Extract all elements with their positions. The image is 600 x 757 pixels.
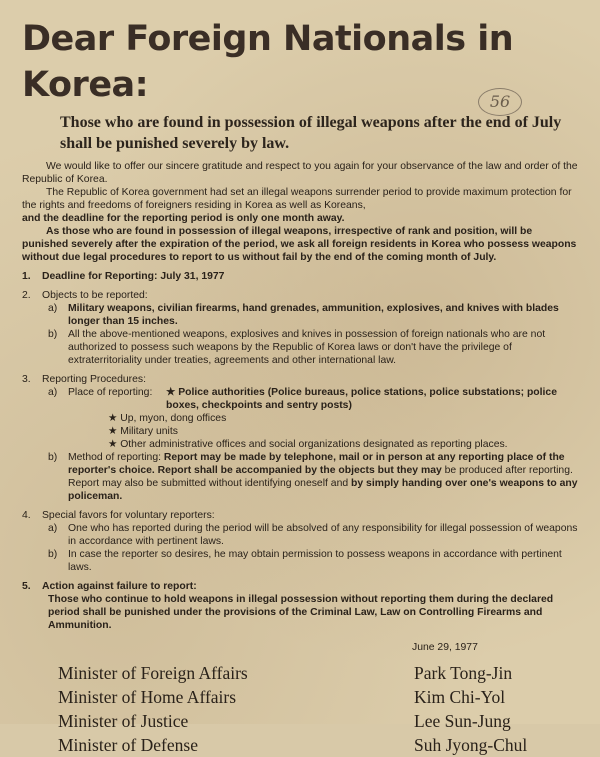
item-label: b) [48,549,58,560]
place-offices: ★ Up, myon, dong offices [108,413,227,424]
item-label: a) [48,303,58,314]
item-text: Military weapons, civilian firearms, hand grenades, ammunition, explosives, and knives with blades longer than 15 inches. [68,303,559,327]
item-text: One who has reported during the period will be absolved of any responsibility for illegal possession of weapons in accordance with pertinent laws. [68,523,578,547]
section-title: Reporting Procedures: [42,374,146,385]
signatory-name: Kim Chi-Yol [414,687,506,707]
headline: Dear Foreign Nationals in Korea: [22,19,514,105]
section-title: Objects to be reported: [42,290,148,301]
signatory-name: Lee Sun-Jung [414,711,511,731]
section-title: Action against failure to report: [42,581,197,592]
section-number: 3. [22,374,31,385]
item-text [68,451,578,503]
place-other: ★ Other administrative offices and social organizations designated as reporting places. [108,439,508,450]
section-objects [22,289,578,367]
intro-paragraph-1: We would like to offer our sincere gratitude and respect to you again for your observance of the law and order of the Republic of Korea. [22,161,578,185]
place-list [108,412,578,451]
section-failure [22,580,578,632]
intro-paragraph-3: and the deadline for the reporting period is only one month away. [22,213,345,224]
method-bold-2: by simply handing over one's weapons to any policeman. [68,478,578,502]
section-deadline [22,270,578,283]
method-rest: be produced after reporting. Report may also be submitted without identifying oneself and [68,465,573,489]
signatory-row [58,685,578,709]
signatory-role: Minister of Foreign Affairs [58,663,248,683]
place-military: ★ Military units [108,426,178,437]
signatory-name: Park Tong-Jin [414,663,513,683]
section-text: Those who continue to hold weapons in illegal possession without reporting them during the declared period shall be punished under the provisions of the Criminal Law, Law on Controlling Firearms and Ammunition. [48,594,554,631]
subhead: Those who are found in possession of illegal weapons after the end of July shall be punished severely by law. [60,114,562,152]
notice-date: June 29, 1977 [412,642,478,653]
item-label: a) [48,523,58,534]
signatory-row [58,733,578,757]
place-police: ★ Police authorities (Police bureaus, police stations, police substations; police boxes, checkpoints and sentry posts) [166,387,557,411]
item-lead: Method of reporting: [68,452,161,463]
signatory-role: Minister of Defense [58,735,198,755]
section-number: 5. [22,581,31,592]
section-procedures [22,373,578,503]
signatory-row [58,661,578,685]
item-text: All the above-mentioned weapons, explosives and knives in possession of foreign nationals who are not authorized to possess such weapons by the Republic of Korea laws or don't have the privilege of extraterritoriality under treaties, agreements and other international law. [68,329,546,366]
signatory-role: Minister of Home Affairs [58,687,237,707]
signatory-name: Suh Jyong-Chul [414,735,528,755]
section-number: 2. [22,290,31,301]
notice-body [22,160,578,632]
item-text: In case the reporter so desires, he may obtain permission to possess weapons in accordance with pertinent laws. [68,549,562,573]
item-lead: Place of reporting: [68,387,153,398]
section-title: Special favors for voluntary reporters: [42,510,215,521]
item-label: a) [48,387,58,398]
item-label: b) [48,329,58,340]
section-text: Deadline for Reporting: July 31, 1977 [42,271,225,282]
signatory-row [58,709,578,733]
signatory-role: Minister of Justice [58,711,189,731]
section-number: 1. [22,271,31,282]
signature-block [22,661,578,757]
intro-paragraph-2: The Republic of Korea government had set an illegal weapons surrender period to provide maximum protection for the rights and freedoms of foreigners residing in Korea as well as Koreans, [22,187,572,211]
item-label: b) [48,452,58,463]
handwritten-note: 56 [478,88,522,116]
section-number: 4. [22,510,31,521]
intro-paragraph-4: As those who are found in possession of illegal weapons, irrespective of rank and position, will be punished severely after the expiration of the period, we ask all foreign residents in Korea who possess weapons without due legal procedures to report to us without fail by the end of the coming month of July. [22,226,577,263]
method-bold: Report may be made by telephone, mail or in person at any reporting place of the reporter's choice. Report shall be accompanied by the objects but they may [68,452,565,476]
section-favors [22,509,578,574]
